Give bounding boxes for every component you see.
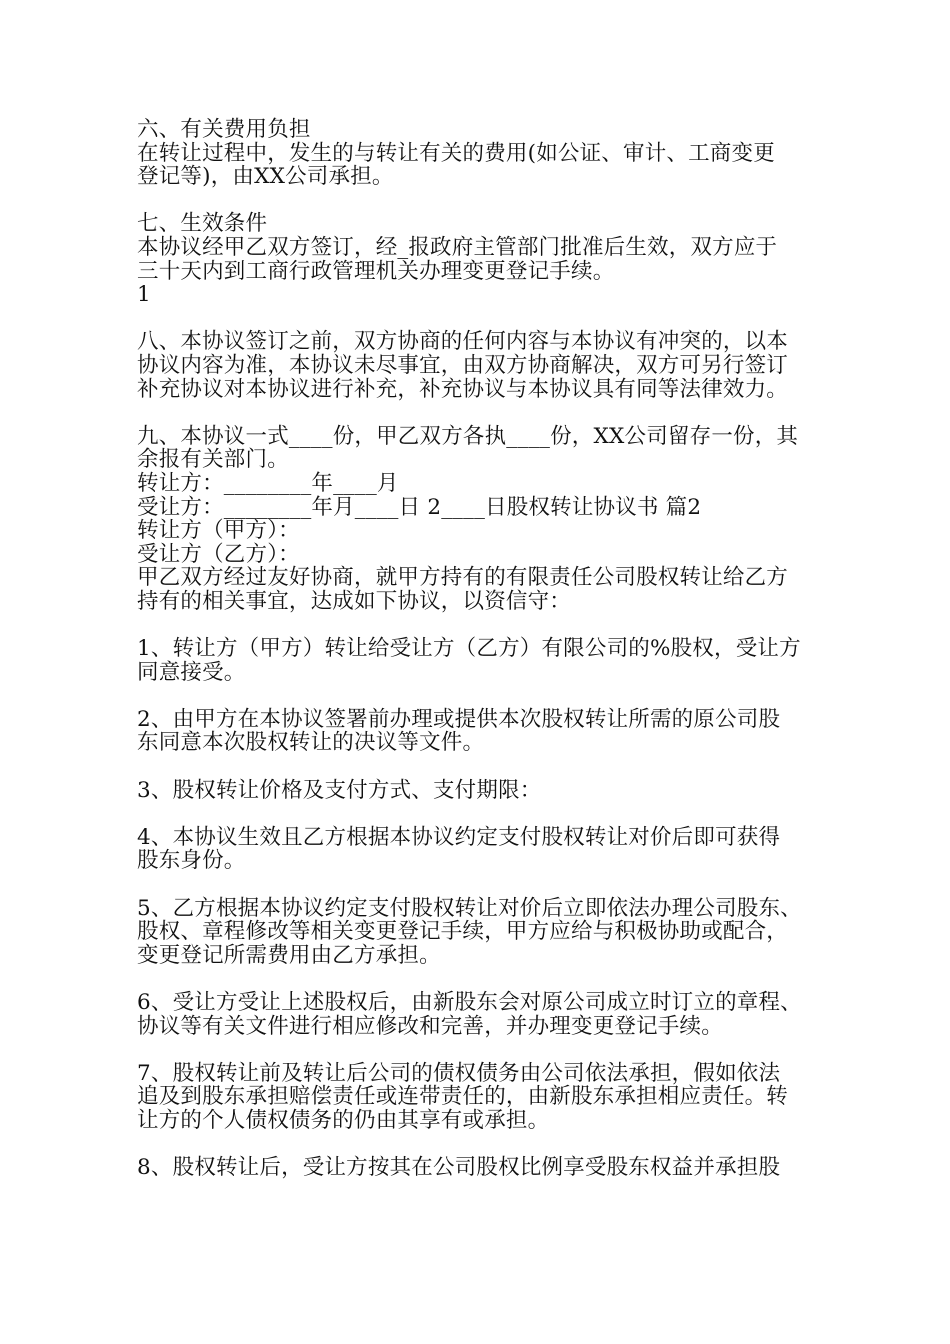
text-line: 持有的相关事宜，达成如下协议，以资信守： xyxy=(137,588,572,614)
text-line: 协议内容为准，本协议未尽事宜，由双方协商解决，双方可另行签订 xyxy=(137,352,789,378)
blank-line xyxy=(137,401,827,425)
blank-line xyxy=(137,873,827,897)
text-line: 1、转让方（甲方）转让给受让方（乙方）有限公司的%股权，受让方 xyxy=(137,636,801,662)
text-line: 5、乙方根据本协议约定支付股权转让对价后立即依法办理公司股东、 xyxy=(137,895,802,921)
text-line: 2、由甲方在本协议签署前办理或提供本次股权转让所需的原公司股 xyxy=(137,706,781,732)
blank-line xyxy=(137,1133,827,1157)
document-body xyxy=(137,118,827,1180)
blank-line xyxy=(137,1038,827,1062)
text-line: 补充协议对本协议进行补充，补充协议与本协议具有同等法律效力。 xyxy=(137,376,789,402)
text-line: 九、本协议一式____份，甲乙双方各执____份，XX公司留存一份，其 xyxy=(137,423,799,449)
text-line: 东同意本次股权转让的决议等文件。 xyxy=(137,730,485,756)
text-line: 转让方（甲方）： xyxy=(137,518,300,544)
text-line: 协议等有关文件进行相应修改和完善，并办理变更登记手续。 xyxy=(137,1013,723,1039)
text-line: 7、股权转让前及转让后公司的债权债务由公司依法承担，假如依法 xyxy=(137,1060,781,1086)
text-line: 转让方：________年____月 xyxy=(137,470,399,496)
text-line: 股东身份。 xyxy=(137,848,246,874)
text-line: 6、受让方受让上述股权后，由新股东会对原公司成立时订立的章程、 xyxy=(137,989,802,1015)
text-line: 余报有关部门。 xyxy=(137,447,289,473)
text-line: 追及到股东承担赔偿责任或连带责任的，由新股东承担相应责任。转 xyxy=(137,1084,789,1110)
text-line: 变更登记所需费用由乙方承担。 xyxy=(137,942,441,968)
text-line: 甲乙双方经过友好协商，就甲方持有的有限责任公司股权转让给乙方 xyxy=(137,565,789,591)
text-line: 1 xyxy=(137,282,151,308)
blank-line xyxy=(137,613,827,637)
blank-line xyxy=(137,755,827,779)
text-line: 8、股权转让后，受让方按其在公司股权比例享受股东权益并承担股 xyxy=(137,1155,781,1181)
text-line: 三十天内到工商行政管理机关办理变更登记手续。 xyxy=(137,258,615,284)
text-line: 让方的个人债权债务的仍由其享有或承担。 xyxy=(137,1107,550,1133)
text-line: 七、生效条件 xyxy=(137,211,268,237)
text-line: 在转让过程中，发生的与转让有关的费用(如公证、审计、工商变更 xyxy=(137,140,775,166)
text-line: 同意接受。 xyxy=(137,659,246,685)
text-line: 八、本协议签订之前，双方协商的任何内容与本协议有冲突的，以本 xyxy=(137,329,789,355)
text-line: 登记等)，由XX公司承担。 xyxy=(137,164,394,190)
text-line: 本协议经甲乙双方签订，经_报政府主管部门批准后生效，双方应于 xyxy=(137,234,778,260)
text-line: 受让方（乙方）： xyxy=(137,541,300,567)
blank-line xyxy=(137,684,827,708)
blank-line xyxy=(137,802,827,826)
text-line: 3、股权转让价格及支付方式、支付期限： xyxy=(137,777,542,803)
text-line: 六、有关费用负担 xyxy=(137,117,311,142)
blank-line xyxy=(137,189,827,213)
blank-line xyxy=(137,967,827,991)
blank-line xyxy=(137,307,827,331)
text-line: 受让方：________年月____日 2____日股权转让协议书 篇2 xyxy=(137,494,702,520)
text-line: 4、本协议生效且乙方根据本协议约定支付股权转让对价后即可获得 xyxy=(137,824,781,850)
text-line: 股权、章程修改等相关变更登记手续，甲方应给与积极协助或配合， xyxy=(137,919,789,945)
